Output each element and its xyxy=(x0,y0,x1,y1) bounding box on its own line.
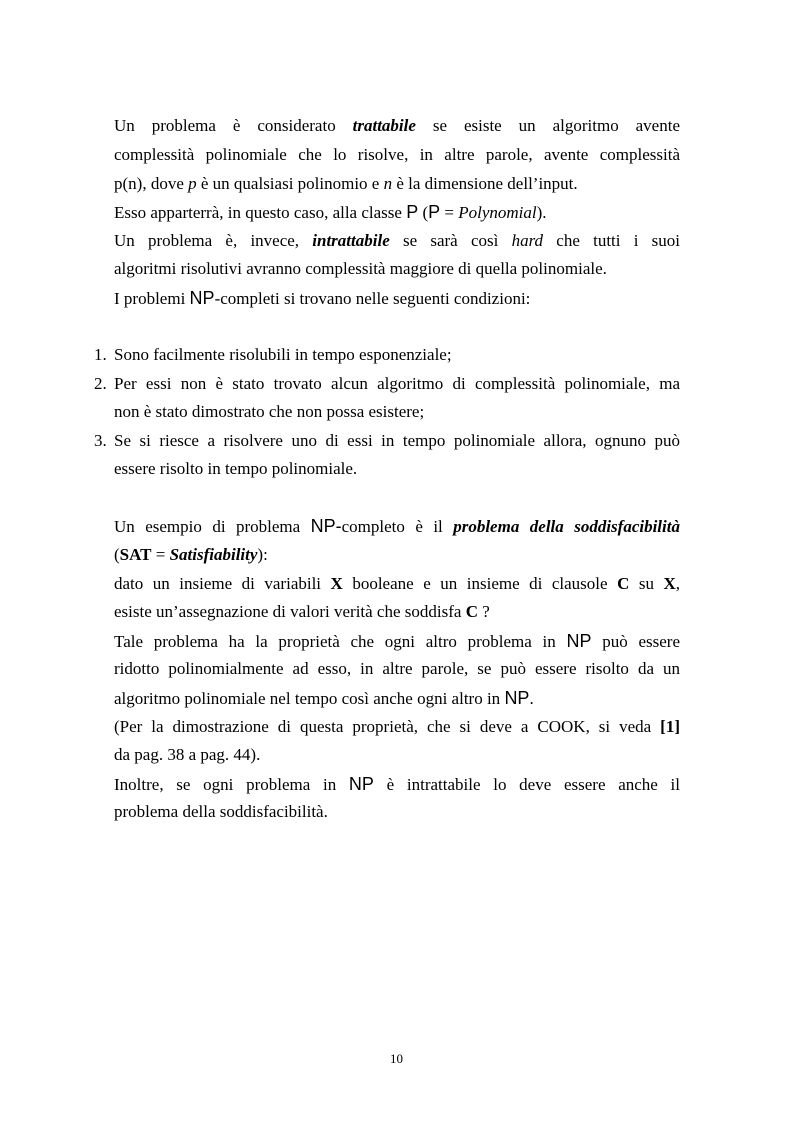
para2-line10: Inoltre, se ogni problema in NP è intrattabile lo deve essere anche il xyxy=(114,774,681,794)
term-soddisfacibilita: problema della soddisfacibilità xyxy=(453,517,680,536)
para1-line2: complessità polinomiale che lo risolve, in altre parole, avente complessità xyxy=(114,145,680,164)
para1-line3: p(n), dove p è un qualsiasi polinomio e n è la dimensione dell’input. xyxy=(114,174,578,193)
para1-line5: Un problema è, invece, intrattabile se sarà così hard che tutti i suoi xyxy=(114,231,680,250)
list-item-2-line1: Per essi non è stato trovato alcun algoritmo di complessità polinomiale, ma xyxy=(114,374,680,393)
para2-line5: Tale problema ha la proprietà che ogni altro problema in NP può essere xyxy=(114,631,680,651)
list-item-3-line2: essere risolto in tempo polinomiale. xyxy=(114,459,358,478)
term-trattabile: trattabile xyxy=(352,116,416,135)
list-number: 2. xyxy=(94,374,107,393)
list-item-3-line1: Se si riesce a risolvere uno di essi in tempo polinomiale allora, ognuno può xyxy=(114,431,680,450)
para2-line9: da pag. 38 a pag. 44). xyxy=(114,745,261,764)
list-item-1: Sono facilmente risolubili in tempo esponenziale; xyxy=(114,345,452,364)
class-NP: NP xyxy=(189,288,215,308)
class-P: P xyxy=(406,202,419,222)
list-number: 3. xyxy=(94,431,107,450)
term-intrattabile: intrattabile xyxy=(312,231,390,250)
para2-line7: algoritmo polinomiale nel tempo così anche ogni altro in NP. xyxy=(114,688,534,708)
para2-line3: dato un insieme di variabili X booleane e un insieme di clausole C su X, xyxy=(114,574,680,593)
para1-line1: Un problema è considerato trattabile se esiste un algoritmo avente xyxy=(114,116,680,135)
page-number: 10 xyxy=(390,1051,403,1066)
list-number: 1. xyxy=(94,345,107,364)
list-item-2-line2: non è stato dimostrato che non possa esistere; xyxy=(114,402,425,421)
para2-line11: problema della soddisfacibilità. xyxy=(114,802,328,821)
para2-line6: ridotto polinomialmente ad esso, in altre parole, se può essere risolto da un xyxy=(114,659,680,678)
para1-line7: I problemi NP-completi si trovano nelle seguenti condizioni: xyxy=(114,288,531,308)
para1-line4: Esso apparterrà, in questo caso, alla classe P (P = Polynomial). xyxy=(114,202,547,222)
para2-line4: esiste un’assegnazione di valori verità che soddisfa C ? xyxy=(114,602,490,621)
para2-line1: Un esempio di problema NP-completo è il problema della soddisfacibilità xyxy=(114,516,680,536)
citation-ref: [1] xyxy=(660,717,680,736)
para2-line8: (Per la dimostrazione di questa proprietà, che si deve a COOK, si veda [1] xyxy=(114,717,680,736)
para2-line2: (SAT = Satisfiability): xyxy=(114,545,268,564)
para1-line6: algoritmi risolutivi avranno complessità maggiore di quella polinomiale. xyxy=(114,259,607,278)
